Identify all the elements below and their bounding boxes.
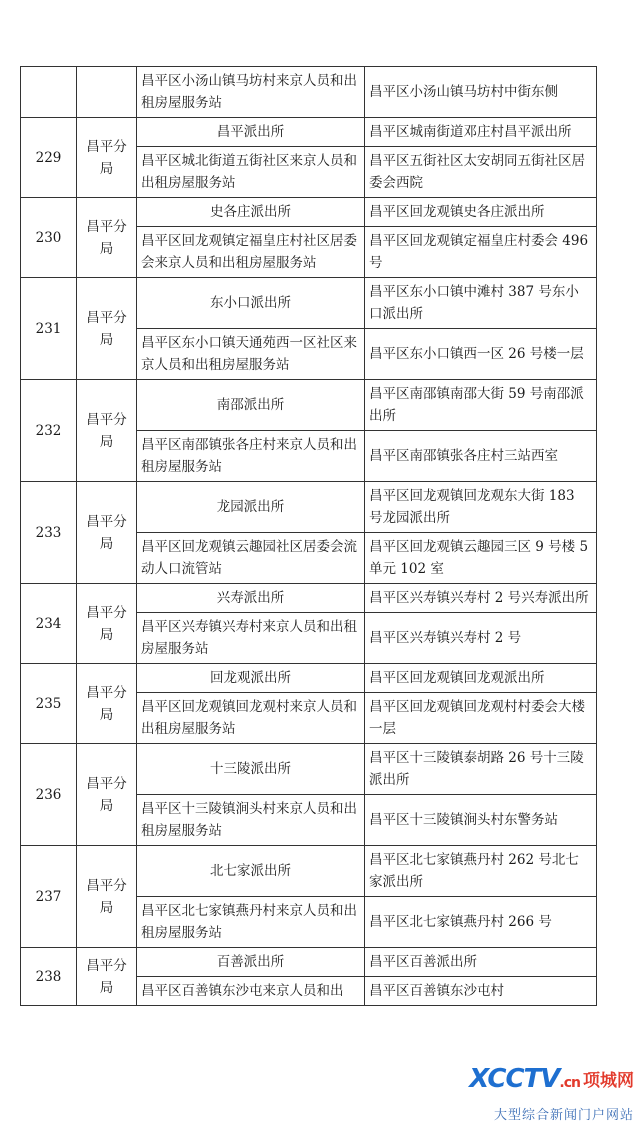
row-number: 238 [21,948,77,1006]
police-branch: 昌平分局 [77,846,137,948]
table-row [21,278,597,329]
site-name: 兴寿派出所 [137,584,365,613]
police-branch: 昌平分局 [77,118,137,198]
site-address: 昌平区兴寿镇兴寿村 2 号 [365,613,597,664]
site-name: 昌平区百善镇东沙屯来京人员和出 [137,977,365,1006]
site-name: 东小口派出所 [137,278,365,329]
row-number [21,67,77,118]
site-name: 昌平区回龙观镇定福皇庄村社区居委会来京人员和出租房屋服务站 [137,227,365,278]
watermark-site-name: 项城网 [583,1071,634,1091]
site-name: 回龙观派出所 [137,664,365,693]
site-name: 史各庄派出所 [137,198,365,227]
table-row [21,482,597,533]
table-row [21,584,597,613]
row-number: 236 [21,744,77,846]
site-address: 昌平区十三陵镇泰胡路 26 号十三陵派出所 [365,744,597,795]
police-branch [77,67,137,118]
police-branch: 昌平分局 [77,278,137,380]
watermark-logo: XCCTV.cn [469,1064,580,1094]
site-name: 昌平区南邵镇张各庄村来京人员和出租房屋服务站 [137,431,365,482]
site-address: 昌平区小汤山镇马坊村中街东侧 [365,67,597,118]
site-address: 昌平区北七家镇燕丹村 266 号 [365,897,597,948]
row-number: 233 [21,482,77,584]
site-address: 昌平区十三陵镇涧头村东警务站 [365,795,597,846]
site-address: 昌平区回龙观镇回龙观东大街 183 号龙园派出所 [365,482,597,533]
table-row [21,846,597,897]
site-name: 昌平区东小口镇天通苑西一区社区来京人员和出租房屋服务站 [137,329,365,380]
site-name: 昌平区兴寿镇兴寿村来京人员和出租房屋服务站 [137,613,365,664]
site-address: 昌平区城南街道邓庄村昌平派出所 [365,118,597,147]
site-address: 昌平区百善派出所 [365,948,597,977]
site-address: 昌平区五街社区太安胡同五街社区居委会西院 [365,147,597,198]
site-address: 昌平区北七家镇燕丹村 262 号北七家派出所 [365,846,597,897]
site-name: 百善派出所 [137,948,365,977]
row-number: 230 [21,198,77,278]
site-name: 南邵派出所 [137,380,365,431]
site-name: 昌平区城北街道五街社区来京人员和出租房屋服务站 [137,147,365,198]
site-address: 昌平区南邵镇南邵大街 59 号南邵派出所 [365,380,597,431]
site-name: 昌平区回龙观镇云趣园社区居委会流动人口流管站 [137,533,365,584]
site-name: 龙园派出所 [137,482,365,533]
watermark-slogan: 大型综合新闻门户网站 [493,1108,634,1123]
site-address: 昌平区兴寿镇兴寿村 2 号兴寿派出所 [365,584,597,613]
site-name: 昌平区小汤山镇马坊村来京人员和出租房屋服务站 [137,67,365,118]
site-address: 昌平区回龙观镇史各庄派出所 [365,198,597,227]
site-name: 昌平区十三陵镇涧头村来京人员和出租房屋服务站 [137,795,365,846]
row-number: 229 [21,118,77,198]
table-row [21,380,597,431]
police-branch: 昌平分局 [77,482,137,584]
site-address: 昌平区东小口镇中滩村 387 号东小口派出所 [365,278,597,329]
police-branch: 昌平分局 [77,198,137,278]
site-address: 昌平区回龙观镇回龙观派出所 [365,664,597,693]
table-row [21,198,597,227]
table-row [21,744,597,795]
site-address: 昌平区回龙观镇回龙观村村委会大楼一层 [365,693,597,744]
site-address: 昌平区回龙观镇定福皇庄村委会 496 号 [365,227,597,278]
site-address: 昌平区回龙观镇云趣园三区 9 号楼 5 单元 102 室 [365,533,597,584]
site-name: 北七家派出所 [137,846,365,897]
police-branch: 昌平分局 [77,380,137,482]
row-number: 231 [21,278,77,380]
table-row [21,67,597,118]
row-number: 235 [21,664,77,744]
row-number: 232 [21,380,77,482]
police-branch: 昌平分局 [77,584,137,664]
police-branch: 昌平分局 [77,948,137,1006]
site-address: 昌平区百善镇东沙屯村 [365,977,597,1006]
police-station-table [20,66,597,1006]
site-name: 昌平区北七家镇燕丹村来京人员和出租房屋服务站 [137,897,365,948]
row-number: 234 [21,584,77,664]
xcctv-watermark [434,1062,634,1132]
table-row [21,118,597,147]
table-row [21,664,597,693]
police-branch: 昌平分局 [77,664,137,744]
site-address: 昌平区南邵镇张各庄村三站西室 [365,431,597,482]
site-name: 昌平派出所 [137,118,365,147]
site-name: 十三陵派出所 [137,744,365,795]
site-address: 昌平区东小口镇西一区 26 号楼一层 [365,329,597,380]
table-body [21,67,597,1006]
site-name: 昌平区回龙观镇回龙观村来京人员和出租房屋服务站 [137,693,365,744]
row-number: 237 [21,846,77,948]
police-branch: 昌平分局 [77,744,137,846]
table-row [21,948,597,977]
